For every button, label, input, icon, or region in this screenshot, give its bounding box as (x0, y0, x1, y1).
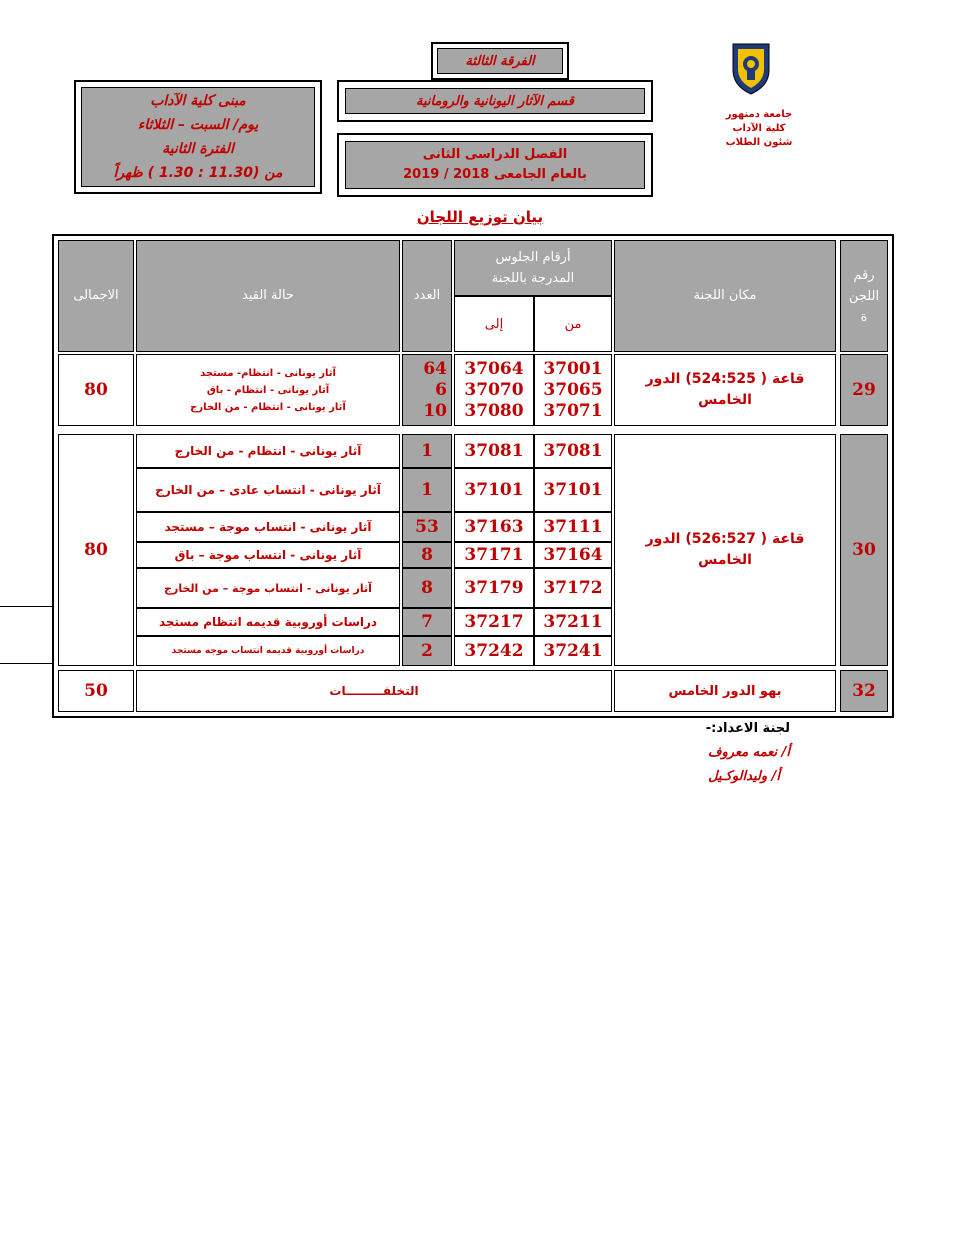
g1-r1-count: 64 (423, 358, 447, 379)
committee-table (52, 234, 894, 718)
g1-r1-from: 37001 (543, 358, 603, 379)
building-line-1: مبنى كلية الآداب (150, 93, 246, 109)
margin-line (0, 663, 52, 664)
g1-r2-from: 37065 (543, 379, 603, 400)
prepared-name-1: أ/ نعمه معروف (708, 745, 790, 760)
header-status: حالة القيد (136, 240, 400, 352)
g2-r2-to: 37101 (454, 468, 534, 512)
affairs-name: شئون الطلاب (725, 137, 793, 148)
g1-to-col (454, 354, 534, 426)
university-logo-icon (729, 40, 773, 96)
header-location: مكان اللجنة (614, 240, 836, 352)
year-box (431, 42, 569, 80)
g1-total: 80 (58, 354, 134, 426)
g2-r5-from: 37172 (534, 568, 612, 608)
g2-r4-status: آثار يونانى - انتساب موجة – باق (136, 542, 400, 568)
g2-r3-count: 53 (402, 512, 452, 542)
g2-r6-status: دراسات أوروبية قديمه انتظام مستجد (136, 608, 400, 636)
page-title: بيان توزيع اللجان (416, 208, 544, 226)
building-line-4: من (11.30 : 1.30 ) ظهراً (113, 165, 283, 181)
header-total: الاجمالى (58, 240, 134, 352)
header-count: العدد (402, 240, 452, 352)
g1-r2-status: آثار يونانى - انتظام - باق (206, 384, 330, 396)
g2-r1-from: 37081 (534, 434, 612, 468)
year-label: الفرقة الثالثة (437, 48, 563, 74)
g1-r3-count: 10 (423, 400, 447, 421)
header-committee-no (840, 240, 888, 352)
g1-r2-count: 6 (435, 379, 447, 400)
building-line-2: يوم/ السبت – الثلاثاء (137, 117, 259, 133)
g1-r1-to: 37064 (464, 358, 524, 379)
g3-status: التخلفـــــــــات (136, 670, 612, 712)
g2-r2-status: آثار يونانى - انتساب عادى – من الخارج (136, 468, 400, 512)
building-line-3: الفترة الثانية (162, 141, 234, 157)
header-committee-no-2: اللجن (848, 288, 880, 304)
g2-r7-status: دراسات أوروبية قديمه انتساب موجه مستجد (136, 636, 400, 666)
g2-total: 80 (58, 434, 134, 666)
prepared-label: لجنة الاعداد:- (705, 721, 790, 736)
g1-from-col (534, 354, 612, 426)
department-label: قسم الآثار اليونانية والرومانية (345, 88, 645, 114)
university-name: جامعة دمنهور (725, 109, 793, 120)
g1-r3-to: 37080 (464, 400, 524, 421)
g2-r6-to: 37217 (454, 608, 534, 636)
g2-committee: 30 (840, 434, 888, 666)
prepared-by (640, 717, 790, 789)
g3-committee: 32 (840, 670, 888, 712)
g2-r4-count: 8 (402, 542, 452, 568)
g2-r3-status: آثار يونانى - انتساب موجة – مستجد (136, 512, 400, 542)
g2-location-2: الخامس (698, 552, 752, 568)
header-seats-2: المدرجة باللجنة (491, 271, 575, 286)
g2-r3-from: 37111 (534, 512, 612, 542)
g2-r4-from: 37164 (534, 542, 612, 568)
header-committee-no-1: رقم (853, 267, 875, 283)
faculty-name: كلية الآداب (732, 123, 786, 134)
g2-r7-to: 37242 (454, 636, 534, 666)
g2-r5-to: 37179 (454, 568, 534, 608)
g2-r5-count: 8 (402, 568, 452, 608)
g2-r6-count: 7 (402, 608, 452, 636)
g1-r3-status: آثار يونانى - انتظام - من الخارج (190, 401, 346, 413)
header-seats (454, 240, 612, 296)
g1-count-col (402, 354, 452, 426)
g2-r6-from: 37211 (534, 608, 612, 636)
g2-location-1: قاعة ( 526:527) الدور (645, 531, 805, 547)
building-box (74, 80, 322, 194)
g2-r5-status: آثار يونانى - انتساب موجة – من الخارج (136, 568, 400, 608)
g2-r7-count: 2 (402, 636, 452, 666)
prepared-name-2: أ/ وليدالوكـيل (708, 769, 780, 784)
g2-r1-status: آثار يونانى - انتظام - من الخارج (136, 434, 400, 468)
term-box (337, 133, 653, 197)
header-to: إلى (454, 296, 534, 352)
header-seats-1: أرقام الجلوس (495, 250, 571, 265)
margin-line (0, 606, 52, 607)
g2-r1-to: 37081 (454, 434, 534, 468)
g1-r2-to: 37070 (464, 379, 524, 400)
g2-r3-to: 37163 (454, 512, 534, 542)
header-from: من (534, 296, 612, 352)
g1-status-col (136, 354, 400, 426)
term-line-2: بالعام الجامعى 2018 / 2019 (403, 167, 587, 182)
term-line-1: الفصل الدراسى الثانى (422, 147, 568, 162)
g2-location (614, 434, 836, 666)
g1-committee: 29 (840, 354, 888, 426)
g2-r1-count: 1 (402, 434, 452, 468)
department-box (337, 80, 653, 122)
g2-r2-count: 1 (402, 468, 452, 512)
g2-r4-to: 37171 (454, 542, 534, 568)
g3-location: بهو الدور الخامس (614, 670, 836, 712)
g1-location (614, 354, 836, 426)
g1-location-1: قاعة ( 524:525) الدور (645, 371, 805, 387)
g1-r3-from: 37071 (543, 400, 603, 421)
g2-r2-from: 37101 (534, 468, 612, 512)
g1-r1-status: آثار يونانى - انتظام- مستجد (200, 367, 336, 379)
g1-location-2: الخامس (698, 392, 752, 408)
g2-r7-from: 37241 (534, 636, 612, 666)
g3-total: 50 (58, 670, 134, 712)
header-committee-no-3: ة (860, 309, 868, 325)
